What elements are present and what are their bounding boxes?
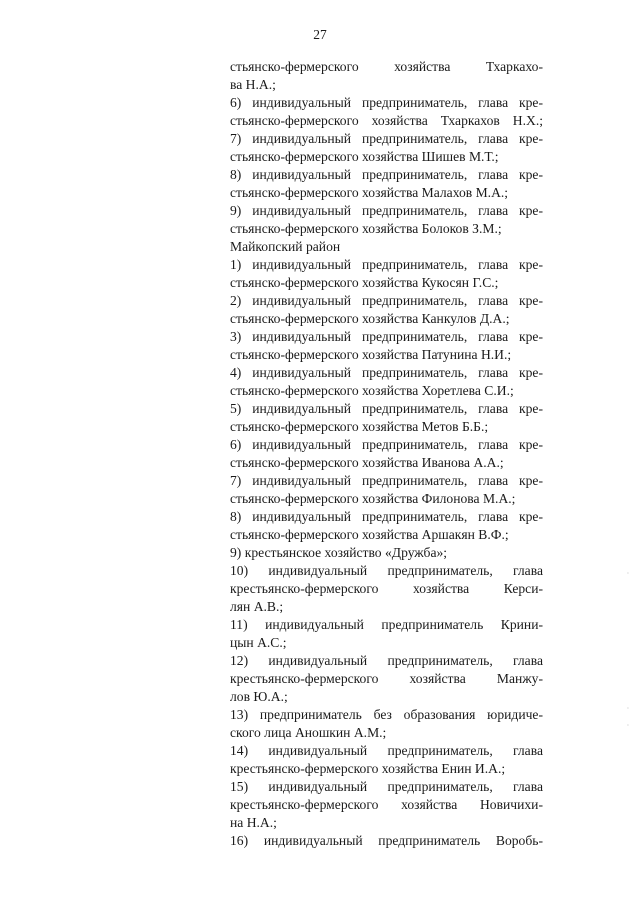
text-line: 7) индивидуальный предприниматель, глава кре- [230,131,543,146]
text-line: стьянско-фермерского хозяйства Хоретлева С.И.; [230,383,514,398]
text-line: крестьянско-фермерского хозяйства Керси- [230,581,543,596]
margin-speck: · [626,704,630,713]
margin-speck: · [626,721,630,730]
text-line: стьянско-фермерского хозяйства Малахов М.А.; [230,185,509,200]
text-line: крестьянско-фермерского хозяйства Новичихи- [230,797,543,812]
text-line: 13) предприниматель без образования юридиче- [230,707,543,722]
text-line: 7) индивидуальный предприниматель, глава кре- [230,473,543,488]
text-line: Майкопский район [230,239,341,254]
text-line: стьянско-фермерского хозяйства Тхаркахов Н.Х.; [230,113,543,128]
text-line: стьянско-фермерского хозяйства Аршакян В.Ф.; [230,527,509,542]
text-line: стьянско-фермерского хозяйства Филонова М.А.; [230,491,516,506]
text-line: 3) индивидуальный предприниматель, глава кре- [230,329,543,344]
text-line: ского лица Аношкин А.М.; [230,725,387,740]
margin-speck: · [626,569,630,578]
text-line: крестьянско-фермерского хозяйства Манжу- [230,671,543,686]
text-line: 15) индивидуальный предприниматель, глава [230,779,543,794]
document-body [230,58,543,850]
text-line: 8) индивидуальный предприниматель, глава кре- [230,509,543,524]
text-line: стьянско-фермерского хозяйства Канкулов Д.А.; [230,311,510,326]
text-line: 10) индивидуальный предприниматель, глава [230,563,543,578]
text-line: стьянско-фермерского хозяйства Патунина Н.И.; [230,347,512,362]
text-line: 16) индивидуальный предприниматель Воробь- [230,833,543,848]
text-line: 2) индивидуальный предприниматель, глава кре- [230,293,543,308]
text-line: 9) индивидуальный предприниматель, глава кре- [230,203,543,218]
text-line: стьянско-фермерского хозяйства Иванова А.А.; [230,455,504,470]
text-line: 6) индивидуальный предприниматель, глава кре- [230,95,543,110]
text-line: стьянско-фермерского хозяйства Тхаркахо- [230,59,543,74]
text-line: 9) крестьянское хозяйство «Дружба»; [230,545,448,560]
text-line: на Н.А.; [230,815,277,830]
text-line: 12) индивидуальный предприниматель, глава [230,653,543,668]
text-line: лян А.В.; [230,599,284,614]
text-line: 11) индивидуальный предприниматель Крини- [230,617,543,632]
text-line: 6) индивидуальный предприниматель, глава кре- [230,437,543,452]
text-line: цын А.С.; [230,635,287,650]
text-line: стьянско-фермерского хозяйства Кукосян Г.С.; [230,275,499,290]
text-line: 14) индивидуальный предприниматель, глава [230,743,543,758]
text-line: 5) индивидуальный предприниматель, глава кре- [230,401,543,416]
text-line: стьянско-фермерского хозяйства Болоков З.М.; [230,221,502,236]
text-line: 8) индивидуальный предприниматель, глава кре- [230,167,543,182]
text-line: крестьянско-фермерского хозяйства Енин И.А.; [230,761,506,776]
text-line: стьянско-фермерского хозяйства Метов Б.Б.; [230,419,489,434]
text-line: лов Ю.А.; [230,689,288,704]
page-number: 27 [313,27,327,42]
text-line: 1) индивидуальный предприниматель, глава кре- [230,257,543,272]
text-line: ва Н.А.; [230,77,276,92]
text-line: 4) индивидуальный предприниматель, глава кре- [230,365,543,380]
text-line: стьянско-фермерского хозяйства Шишев М.Т.; [230,149,499,164]
